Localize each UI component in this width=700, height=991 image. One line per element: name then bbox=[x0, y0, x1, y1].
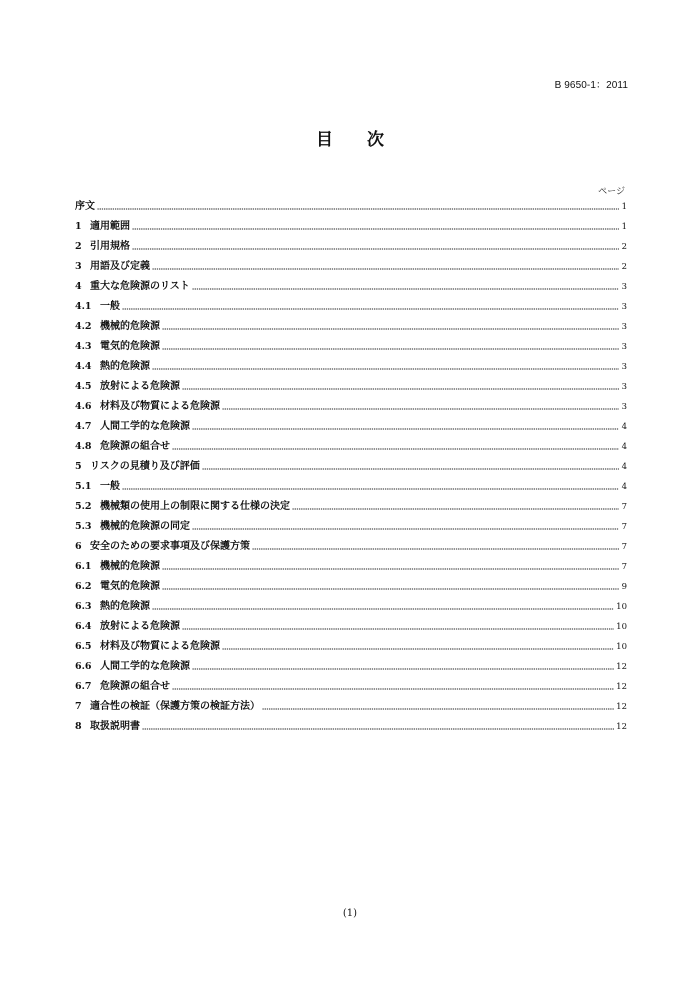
toc-entry-label: 危険源の組合せ bbox=[100, 681, 170, 692]
toc-entry-page: 4 bbox=[621, 482, 627, 492]
toc-entry-number: 3 bbox=[75, 261, 82, 272]
page-folio: (1) bbox=[342, 908, 358, 919]
toc-entry[interactable] bbox=[75, 317, 627, 337]
toc-entry-page: 3 bbox=[621, 282, 627, 292]
toc-entry-page: 10 bbox=[616, 602, 627, 612]
toc-entry-number: 2 bbox=[75, 241, 82, 252]
dot-leader bbox=[122, 302, 619, 312]
toc-title: 目 次 bbox=[316, 130, 398, 150]
dot-leader bbox=[182, 382, 619, 392]
toc-entry[interactable] bbox=[75, 377, 627, 397]
dot-leader bbox=[172, 682, 614, 692]
toc-entry-page: 7 bbox=[621, 502, 627, 512]
toc-entry-label: 重大な危険源のリスト bbox=[90, 281, 190, 292]
toc-entry[interactable] bbox=[75, 657, 627, 677]
dot-leader bbox=[152, 362, 619, 372]
dot-leader bbox=[132, 242, 619, 252]
dot-leader bbox=[252, 542, 619, 552]
toc-entry[interactable] bbox=[75, 717, 627, 737]
toc-entry[interactable] bbox=[75, 697, 627, 717]
toc-entry-page: 3 bbox=[621, 382, 627, 392]
toc-entry-page: 4 bbox=[621, 462, 627, 472]
toc-entry-number: 4.5 bbox=[75, 381, 92, 392]
toc-entry-label: リスクの見積り及び評価 bbox=[90, 461, 200, 472]
toc-entry-label: 放射による危険源 bbox=[100, 381, 180, 392]
toc-entry-page: 4 bbox=[621, 422, 627, 432]
toc-entry[interactable] bbox=[75, 397, 627, 417]
toc-entry-number: 8 bbox=[75, 721, 82, 732]
dot-leader bbox=[132, 222, 619, 232]
toc-entry-page: 9 bbox=[621, 582, 627, 592]
toc-entry-page: 3 bbox=[621, 342, 627, 352]
toc-entry-page: 2 bbox=[621, 262, 627, 272]
toc-entry-label: 人間工学的な危険源 bbox=[100, 421, 190, 432]
toc-entry-page: 12 bbox=[616, 702, 627, 712]
toc-entry-label: 安全のための要求事項及び保護方策 bbox=[90, 541, 250, 552]
dot-leader bbox=[172, 442, 619, 452]
toc-entry-number: 5.2 bbox=[75, 501, 92, 512]
toc-entry-number: 6.5 bbox=[75, 641, 92, 652]
toc-entry-label: 一般 bbox=[100, 301, 120, 312]
toc-entry-number: 4.7 bbox=[75, 421, 92, 432]
toc-entry-page: 3 bbox=[621, 402, 627, 412]
toc-entry[interactable] bbox=[75, 537, 627, 557]
toc-entry-label: 機械的危険源の同定 bbox=[100, 521, 190, 532]
toc-entry-number: 7 bbox=[75, 701, 82, 712]
toc-entry[interactable] bbox=[75, 357, 627, 377]
toc-entry-page: 3 bbox=[621, 302, 627, 312]
toc-entry[interactable] bbox=[75, 557, 627, 577]
toc-entry-page: 1 bbox=[621, 202, 627, 212]
toc-entry[interactable] bbox=[75, 637, 627, 657]
toc-entry-label: 一般 bbox=[100, 481, 120, 492]
dot-leader bbox=[122, 482, 619, 492]
toc-entry-page: 10 bbox=[616, 622, 627, 632]
toc-entry[interactable] bbox=[75, 217, 627, 237]
dot-leader bbox=[222, 642, 614, 652]
toc-entry-number: 4 bbox=[75, 281, 82, 292]
dot-leader bbox=[192, 422, 619, 432]
standard-number: B 9650-1：2011 bbox=[554, 80, 628, 91]
toc-entry-number: 6.7 bbox=[75, 681, 92, 692]
toc-entry-number: 4.4 bbox=[75, 361, 92, 372]
toc-entry-label: 取扱説明書 bbox=[90, 721, 140, 732]
toc-entry-label: 機械類の使用上の制限に関する仕様の決定 bbox=[100, 501, 290, 512]
toc-entry-page: 4 bbox=[621, 442, 627, 452]
toc-entry-page: 3 bbox=[621, 362, 627, 372]
dot-leader bbox=[262, 702, 614, 712]
dot-leader bbox=[162, 562, 619, 572]
toc-entry-page: 3 bbox=[621, 322, 627, 332]
toc-entry[interactable] bbox=[75, 197, 627, 217]
toc-entry-page: 1 bbox=[621, 222, 627, 232]
toc-entry[interactable] bbox=[75, 417, 627, 437]
toc-entry-number: 4.6 bbox=[75, 401, 92, 412]
toc-entry[interactable] bbox=[75, 457, 627, 477]
toc-entry[interactable] bbox=[75, 597, 627, 617]
toc-entry-number: 5.1 bbox=[75, 481, 92, 492]
dot-leader bbox=[192, 522, 619, 532]
table-of-contents bbox=[75, 197, 627, 737]
toc-entry-page: 12 bbox=[616, 662, 627, 672]
toc-entry-label: 機械的危険源 bbox=[100, 321, 160, 332]
toc-entry[interactable] bbox=[75, 257, 627, 277]
toc-entry-number: 5.3 bbox=[75, 521, 92, 532]
toc-entry-page: 7 bbox=[621, 542, 627, 552]
toc-entry-label: 用語及び定義 bbox=[90, 261, 150, 272]
toc-entry-number: 5 bbox=[75, 461, 82, 472]
toc-entry-label: 適合性の検証（保護方策の検証方法） bbox=[90, 701, 260, 712]
toc-entry[interactable] bbox=[75, 497, 627, 517]
dot-leader bbox=[192, 662, 614, 672]
toc-entry-label: 材料及び物質による危険源 bbox=[100, 401, 220, 412]
toc-entry-label: 引用規格 bbox=[90, 241, 130, 252]
dot-leader bbox=[222, 402, 619, 412]
toc-entry-label: 熱的危険源 bbox=[100, 361, 150, 372]
toc-entry[interactable] bbox=[75, 337, 627, 357]
toc-entry-label: 放射による危険源 bbox=[100, 621, 180, 632]
dot-leader bbox=[162, 322, 619, 332]
toc-entry[interactable] bbox=[75, 617, 627, 637]
toc-entry-number: 4.8 bbox=[75, 441, 92, 452]
toc-entry[interactable] bbox=[75, 477, 627, 497]
toc-entry[interactable] bbox=[75, 577, 627, 597]
toc-entry-number: 6.3 bbox=[75, 601, 92, 612]
dot-leader bbox=[182, 622, 614, 632]
toc-entry[interactable] bbox=[75, 437, 627, 457]
dot-leader bbox=[192, 282, 619, 292]
toc-entry-number: 1 bbox=[75, 221, 82, 232]
dot-leader bbox=[202, 462, 619, 472]
toc-entry-number: 6.1 bbox=[75, 561, 92, 572]
toc-entry-number: 6.4 bbox=[75, 621, 92, 632]
toc-entry-number: 6.6 bbox=[75, 661, 92, 672]
toc-entry-page: 10 bbox=[616, 642, 627, 652]
dot-leader bbox=[162, 582, 619, 592]
dot-leader bbox=[142, 722, 614, 732]
toc-entry-label: 人間工学的な危険源 bbox=[100, 661, 190, 672]
toc-entry-label: 電気的危険源 bbox=[100, 341, 160, 352]
toc-entry[interactable] bbox=[75, 297, 627, 317]
page-column-label: ページ bbox=[598, 187, 625, 197]
toc-entry-label: 適用範囲 bbox=[90, 221, 130, 232]
toc-entry-label: 危険源の組合せ bbox=[100, 441, 170, 452]
toc-entry[interactable] bbox=[75, 677, 627, 697]
dot-leader bbox=[152, 602, 614, 612]
toc-entry-label: 材料及び物質による危険源 bbox=[100, 641, 220, 652]
toc-entry-label: 電気的危険源 bbox=[100, 581, 160, 592]
dot-leader bbox=[162, 342, 619, 352]
toc-entry-number: 6.2 bbox=[75, 581, 92, 592]
toc-entry-page: 12 bbox=[616, 682, 627, 692]
toc-entry[interactable] bbox=[75, 277, 627, 297]
toc-entry-label: 序文 bbox=[75, 201, 95, 212]
toc-entry-page: 2 bbox=[621, 242, 627, 252]
toc-entry-number: 4.1 bbox=[75, 301, 92, 312]
dot-leader bbox=[292, 502, 619, 512]
toc-entry-number: 6 bbox=[75, 541, 82, 552]
toc-entry-page: 7 bbox=[621, 522, 627, 532]
toc-entry-label: 熱的危険源 bbox=[100, 601, 150, 612]
toc-entry-page: 7 bbox=[621, 562, 627, 572]
toc-entry-number: 4.2 bbox=[75, 321, 92, 332]
dot-leader bbox=[152, 262, 619, 272]
toc-entry-page: 12 bbox=[616, 722, 627, 732]
toc-entry-number: 4.3 bbox=[75, 341, 92, 352]
toc-entry[interactable] bbox=[75, 517, 627, 537]
toc-entry[interactable] bbox=[75, 237, 627, 257]
dot-leader bbox=[97, 202, 619, 212]
toc-entry-label: 機械的危険源 bbox=[100, 561, 160, 572]
